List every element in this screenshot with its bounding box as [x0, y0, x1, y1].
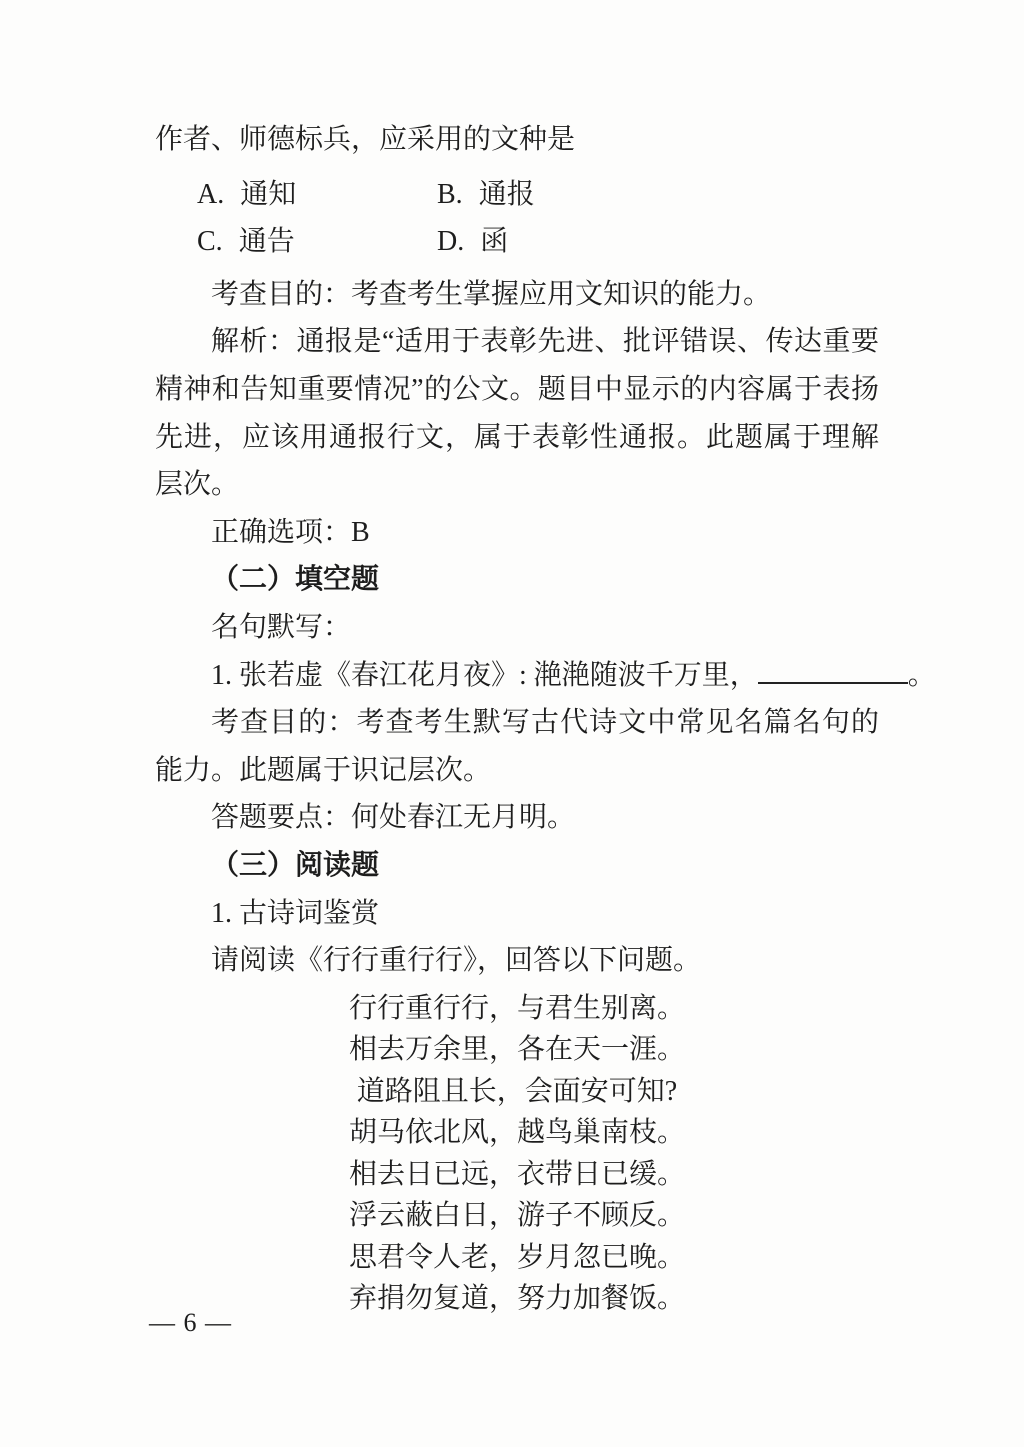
poem-line: 思君令人老，岁月忽已晚。	[348, 1241, 685, 1273]
section-heading-reading: （三）阅读题	[211, 849, 380, 881]
page-content	[155, 116, 936, 1320]
dictation-subheading: 名句默写：	[211, 611, 352, 643]
option-a-text: 通知	[240, 178, 297, 210]
exam-purpose-1: 考查目的：考查考生掌握应用文知识的能力。	[211, 278, 772, 310]
reading-instruction: 请阅读《行行重行行》，回答以下问题。	[211, 945, 702, 977]
poem-block	[155, 988, 879, 1320]
answer-key: 答题要点：何处春江无月明。	[211, 802, 576, 834]
option-d-label: D.	[437, 226, 465, 258]
option-c-text: 通告	[238, 226, 295, 258]
option-b-text: 通报	[478, 178, 535, 210]
question-stem-continuation: 作者、师德标兵，应采用的文种是	[155, 124, 576, 155]
option-b-label: B.	[437, 178, 463, 210]
poem-line: 胡马依北风，越鸟巢南枝。	[348, 1117, 685, 1149]
options-grid	[155, 171, 879, 266]
page-number: — 6 —	[149, 1308, 232, 1337]
correct-answer: 正确选项：B	[211, 516, 370, 548]
exam-purpose-2: 考查目的：考查考生默写古代诗文中常见名篇名句的能力。此题属于识记层次。	[155, 707, 879, 786]
option-a	[197, 171, 437, 219]
options-row-2	[155, 218, 879, 266]
section-heading-fill-in: （二）填空题	[211, 564, 380, 596]
analysis-paragraph: 解析：通报是“适用于表彰先进、批评错误、传达重要精神和告知重要情况”的公文。题目中显示的内容属于表扬先进，应该用通报行文，属于表彰性通报。此题属于理解层次。	[155, 326, 879, 501]
poem-line: 道路阻且长，会面安可知?	[356, 1075, 678, 1107]
fill-in-item-prefix: 1. 张若虚《春江花月夜》: 滟滟随波千万里，	[211, 659, 758, 691]
poem-line: 浮云蔽白日，游子不顾反。	[348, 1200, 685, 1232]
option-d	[437, 218, 508, 266]
answer-blank	[758, 655, 908, 684]
poem-line: 弃捐勿复道，努力加餐饭。	[348, 1283, 685, 1315]
reading-item-title: 1. 古诗词鉴赏	[211, 897, 380, 929]
options-row-1	[155, 171, 879, 219]
option-d-text: 函	[480, 226, 509, 258]
poem-line: 行行重行行，与君生别离。	[348, 992, 685, 1024]
option-b	[437, 171, 535, 219]
fill-in-item-suffix: 。	[907, 659, 936, 691]
option-c	[197, 218, 437, 266]
fill-in-item	[155, 652, 936, 700]
poem-line: 相去日已远，衣带日已缓。	[348, 1158, 685, 1190]
option-a-label: A.	[197, 178, 225, 210]
poem-line: 相去万余里，各在天一涯。	[348, 1034, 685, 1066]
option-c-label: C.	[197, 226, 223, 258]
